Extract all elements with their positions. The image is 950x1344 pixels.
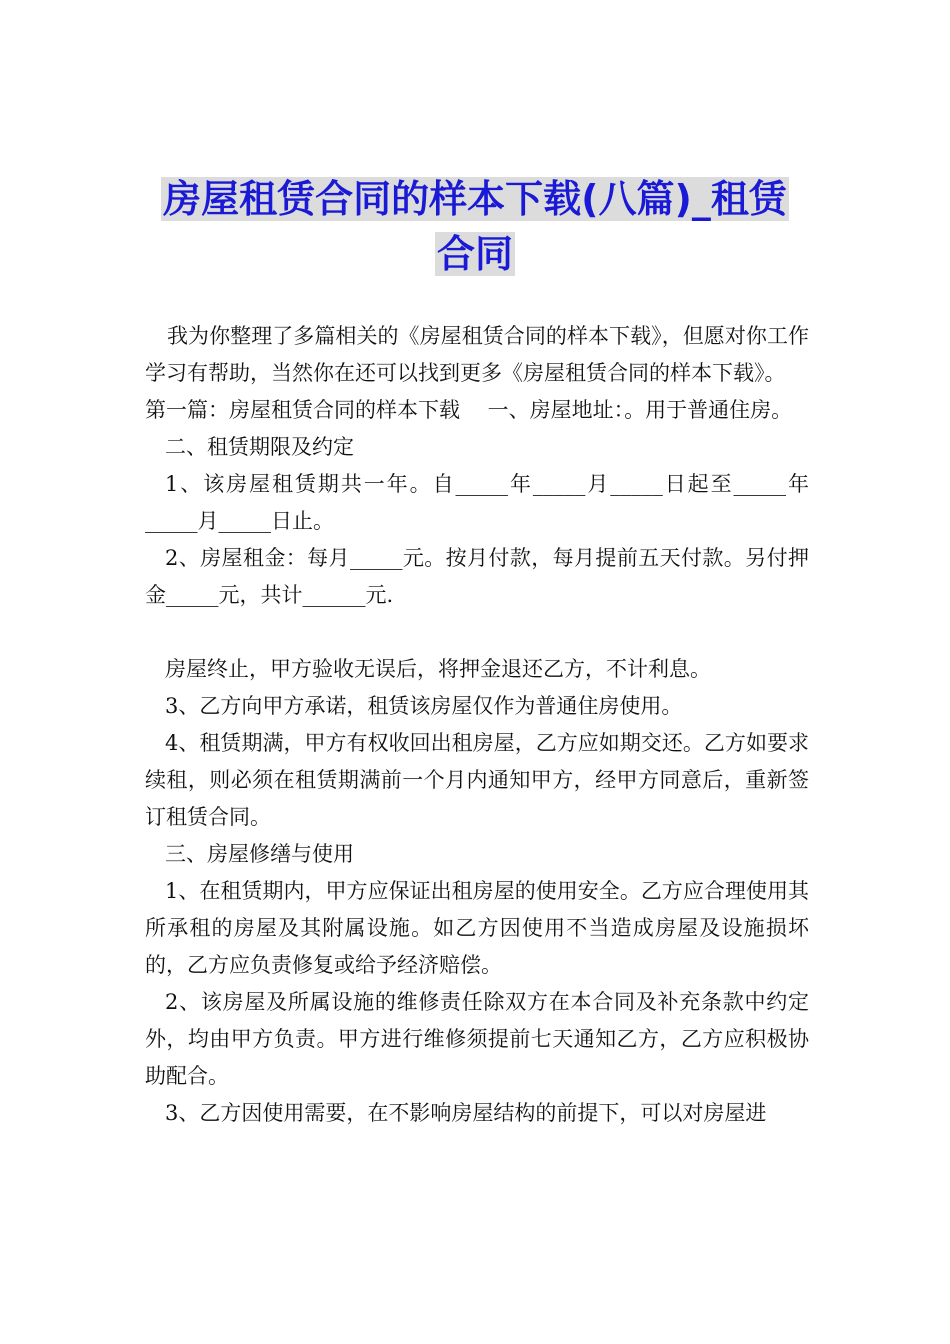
clause-renovation: 3、乙方因使用需要，在不影响房屋结构的前提下，可以对房屋进 — [165, 1101, 767, 1125]
clause-lease-term: 1、该房屋租赁期共一年。自_____年_____月_____日起至_____年_____月_____日止。 — [145, 472, 809, 533]
section-three-heading: 三、房屋修缮与使用 — [165, 842, 354, 866]
title-line-1: 房屋租赁合同的样本下载(八篇)_租赁 — [163, 177, 787, 221]
section-two-heading: 二、租赁期限及约定 — [165, 435, 354, 459]
clause-rent: 2、房屋租金：每月_____元。按月付款，每月提前五天付款。另付押金_____元，共计______元. — [145, 546, 809, 607]
document-title — [140, 172, 810, 282]
clause-safety-use: 1、在租赁期内，甲方应保证出租房屋的使用安全。乙方应合理使用其所承租的房屋及其附属设施。如乙方因使用不当造成房屋及设施损坏的，乙方应负责修复或给予经济赔偿。 — [145, 879, 809, 977]
clause-usage-promise: 3、乙方向甲方承诺，租赁该房屋仅作为普通住房使用。 — [165, 694, 683, 718]
intro-paragraph: 我为你整理了多篇相关的《房屋租赁合同的样本下载》，但愿对你工作学习有帮助，当然你在还可以找到更多《房屋租赁合同的样本下载》。 — [145, 324, 809, 385]
document-body — [145, 318, 809, 1132]
section-one-heading-paragraph: 第一篇：房屋租赁合同的样本下载 一、房屋地址：。用于普通住房。 — [145, 398, 793, 422]
paragraph-gap — [145, 614, 809, 651]
title-line-2: 合同 — [436, 232, 513, 276]
clause-maintenance: 2、该房屋及所属设施的维修责任除双方在本合同及补充条款中约定外，均由甲方负责。甲方进行维修须提前七天通知乙方，乙方应积极协助配合。 — [145, 990, 809, 1088]
clause-lease-expiry: 4、租赁期满，甲方有权收回出租房屋，乙方应如期交还。乙方如要求续租，则必须在租赁期满前一个月内通知甲方，经甲方同意后，重新签订租赁合同。 — [145, 731, 809, 829]
clause-deposit-return: 房屋终止，甲方验收无误后，将押金退还乙方，不计利息。 — [165, 657, 711, 681]
